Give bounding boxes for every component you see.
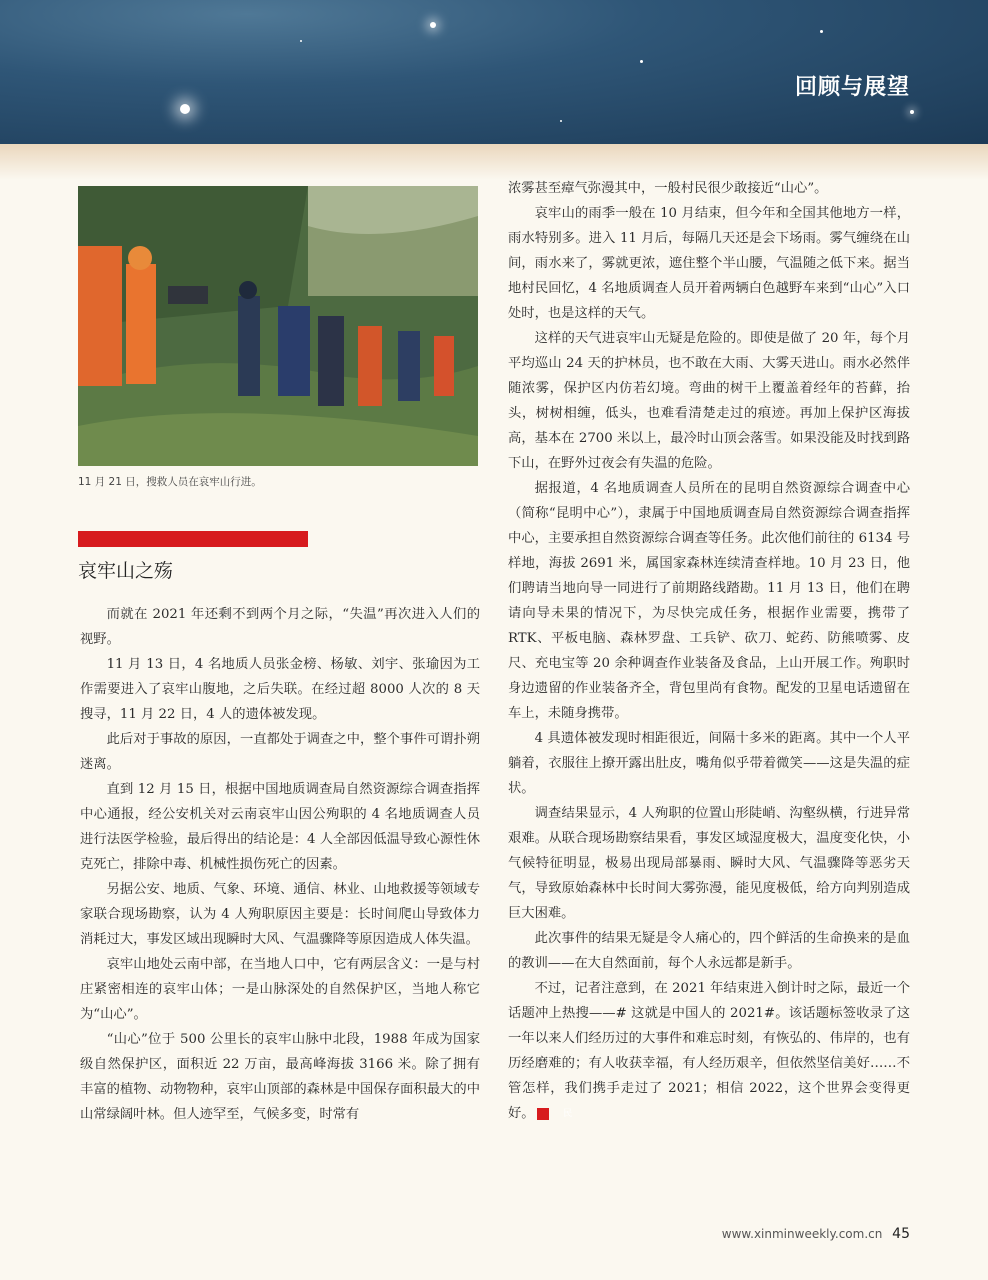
left-column bbox=[80, 602, 480, 1127]
section-heading: 哀牢山之殇 bbox=[78, 560, 174, 582]
paragraph: “山心”位于 500 公里长的哀牢山脉中北段，1988 年成为国家级自然保护区，面积近 22 万亩，最高峰海拔 3166 米。除了拥有丰富的植物、动物物种，哀牢山顶部的森林是中国保存面积最大的中山常绿阔叶林。但人迹罕至，气候多变，时常有 bbox=[80, 1032, 480, 1122]
paragraph: 此后对于事故的原因，一直都处于调查之中，整个事件可谓扑朔迷离。 bbox=[80, 732, 480, 772]
paragraph: 此次事件的结果无疑是令人痛心的，四个鲜活的生命换来的是血的教训——在大自然面前，每个人永远都是新手。 bbox=[508, 931, 910, 971]
paragraph-text: 不过，记者注意到，在 2021 年结束进入倒计时之际，最近一个话题冲上热搜——# 这就是中国人的 2021#。该话题标签收录了这一年以来人们经历过的大事件和难忘时刻，有恢弘的、伟岸的，也有历经磨难的；有人收获幸福，有人经历艰辛，但依然坚信美好……不管怎样，我们携手走过了 2021；相信 2022，这个世界会变得更好。 bbox=[508, 981, 910, 1121]
paragraph: 直到 12 月 15 日，根据中国地质调查局自然资源综合调查指挥中心通报，经公安机关对云南哀牢山因公殉职的 4 名地质调查人员进行法医学检验，最后得出的结论是：4 人全部因低温导致心源性休克死亡，排除中毒、机械性损伤死亡的因素。 bbox=[80, 782, 480, 872]
paragraph: 哀牢山的雨季一般在 10 月结束，但今年和全国其他地方一样，雨水特别多。进入 11 月后，每隔几天还是会下场雨。雾气缠绕在山间，雨水来了，雾就更浓，遮住整个半山腰，气温随之低下来。据当地村民回忆，4 名地质调查人员开着两辆白色越野车来到“山心”入口处时，也是这样的天气。 bbox=[508, 206, 910, 321]
paragraph: 另据公安、地质、气象、环境、通信、林业、山地救援等领域专家联合现场勘察，认为 4 人殉职原因主要是：长时间爬山导致体力消耗过大，事发区域出现瞬时大风、气温骤降等原因造成人体失温。 bbox=[80, 882, 480, 947]
paragraph: 据报道，4 名地质调查人员所在的昆明自然资源综合调查中心（简称“昆明中心”），隶属于中国地质调查局自然资源综合调查指挥中心，主要承担自然资源综合调查等任务。此次他们前往的 6134 号样地，海拔 2691 米，属国家森林连续清查样地。10 月 23 日，他们聘请当地向导一同进行了前期路线踏勘。11 月 13 日，他们在聘请向导未果的情况下，为尽快完成任务，根据作业需要，携带了 RTK、平板电脑、森林罗盘、工兵铲、砍刀、蛇药、防熊喷雾、皮尺、充电宝等 20 余种调查作业装备及食品，上山开展工作。殉职时身边遗留的作业装备齐全，背包里尚有食物。配发的卫星电话遗留在车上，未随身携带。 bbox=[508, 481, 910, 721]
section-accent-bar bbox=[78, 531, 308, 547]
paragraph bbox=[508, 976, 910, 1126]
banner-fade bbox=[0, 144, 988, 180]
page-footer bbox=[722, 1226, 910, 1242]
page-number: 45 bbox=[892, 1226, 910, 1242]
paragraph: 这样的天气进哀牢山无疑是危险的。即使是做了 20 年，每个月平均巡山 24 天的护林员，也不敢在大雨、大雾天进山。雨水必然伴随浓雾，保护区内仿若幻境。弯曲的树干上覆盖着经年的苔藓，抬头，树树相缠，低头，也难看清楚走过的痕迹。再加上保护区海拔高，基本在 2700 米以上，最冷时山顶会落雪。如果没能及时找到路下山，在野外过夜会有失温的危险。 bbox=[508, 331, 910, 471]
paragraph: 11 月 13 日，4 名地质人员张金榜、杨敏、刘宇、张瑜因为工作需要进入了哀牢山腹地，之后失联。在经过超 8000 人次的 8 天搜寻，11 月 22 日，4 人的遗体被发现。 bbox=[80, 657, 480, 722]
paragraph-continuation: 浓雾甚至瘴气弥漫其中，一般村民很少敢接近“山心”。 bbox=[508, 181, 828, 196]
paragraph: 调查结果显示，4 人殉职的位置山形陡峭、沟壑纵横，行进异常艰难。从联合现场勘察结果看，事发区域湿度极大，温度变化快，小气候特征明显，极易出现局部暴雨、瞬时大风、气温骤降等恶劣天气，导致原始森林中长时间大雾弥漫，能见度极低，给方向判别造成巨大困难。 bbox=[508, 806, 910, 921]
photo-caption: 11 月 21 日，搜救人员在哀牢山行进。 bbox=[78, 476, 262, 488]
section-title: 回顾与展望 bbox=[794, 74, 910, 100]
end-mark-icon: 民 bbox=[537, 1108, 549, 1120]
rescue-photo bbox=[78, 186, 478, 466]
footer-url[interactable]: www.xinminweekly.com.cn bbox=[721, 1227, 883, 1241]
header-banner bbox=[0, 0, 988, 144]
rescue-photo-illustration bbox=[78, 186, 478, 466]
paragraph: 而就在 2021 年还剩不到两个月之际，“失温”再次进入人们的视野。 bbox=[80, 607, 480, 647]
paragraph: 哀牢山地处云南中部，在当地人口中，它有两层含义：一是与村庄紧密相连的哀牢山体；一是山脉深处的自然保护区，当地人称它为“山心”。 bbox=[80, 957, 480, 1022]
paragraph: 4 具遗体被发现时相距很近，间隔十多米的距离。其中一个人平躺着，衣服往上撩开露出肚皮，嘴角似乎带着微笑——这是失温的症状。 bbox=[508, 731, 910, 796]
right-column bbox=[508, 176, 910, 1126]
